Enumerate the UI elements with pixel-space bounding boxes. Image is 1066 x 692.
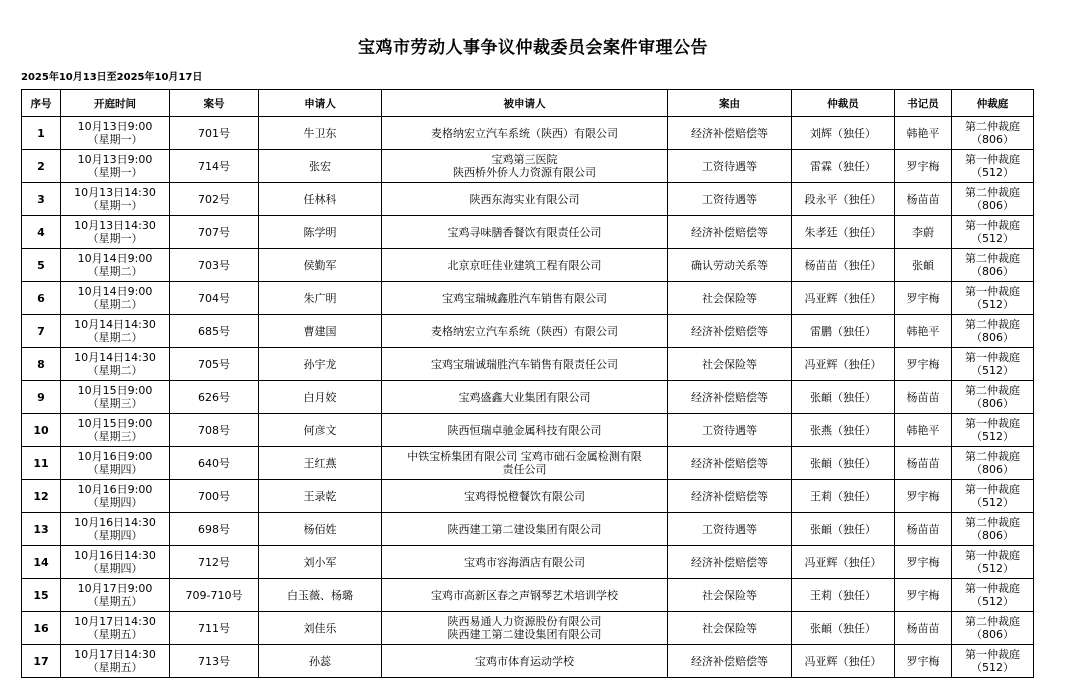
respondent xyxy=(382,183,668,216)
case-number: 640号 xyxy=(170,447,259,480)
tribunal-name: 第二仲裁庭 xyxy=(965,615,1020,628)
respondent-line: 责任公司 xyxy=(502,463,547,476)
clerk: 韩艳平 xyxy=(895,117,952,150)
schedule-table xyxy=(21,89,1034,678)
col-header: 仲裁庭 xyxy=(952,90,1034,117)
hearing-weekday: （星期二） xyxy=(87,265,143,278)
respondent xyxy=(382,612,668,645)
respondent-line: 宝鸡市容海酒店有限公司 xyxy=(464,555,585,569)
hearing-time xyxy=(61,216,170,249)
tribunal-name: 第二仲裁庭 xyxy=(965,252,1020,265)
respondent xyxy=(382,117,668,150)
case-cause: 社会保险等 xyxy=(668,282,792,315)
tribunal xyxy=(952,513,1034,546)
hearing-time xyxy=(61,513,170,546)
row-number: 16 xyxy=(22,612,61,645)
hearing-date: 10月16日14:30 xyxy=(74,516,156,529)
row-number: 5 xyxy=(22,249,61,282)
applicant: 刘佳乐 xyxy=(259,612,382,645)
row-number: 9 xyxy=(22,381,61,414)
arbitrator: 张頔（独任） xyxy=(792,381,895,414)
table-row xyxy=(22,150,1034,183)
clerk: 杨苗苗 xyxy=(895,447,952,480)
clerk: 罗宇梅 xyxy=(895,645,952,678)
case-cause: 经济补偿赔偿等 xyxy=(668,381,792,414)
hearing-date: 10月17日14:30 xyxy=(74,648,156,661)
hearing-time xyxy=(61,480,170,513)
tribunal-room: （512） xyxy=(971,562,1014,575)
table-row xyxy=(22,117,1034,150)
case-number: 714号 xyxy=(170,150,259,183)
hearing-time xyxy=(61,282,170,315)
table-row xyxy=(22,348,1034,381)
hearing-time xyxy=(61,612,170,645)
case-number: 700号 xyxy=(170,480,259,513)
tribunal xyxy=(952,546,1034,579)
clerk: 罗宇梅 xyxy=(895,546,952,579)
hearing-time xyxy=(61,249,170,282)
hearing-weekday: （星期五） xyxy=(87,661,143,674)
respondent xyxy=(382,249,668,282)
clerk: 罗宇梅 xyxy=(895,579,952,612)
case-number: 709-710号 xyxy=(170,579,259,612)
row-number: 14 xyxy=(22,546,61,579)
row-number: 15 xyxy=(22,579,61,612)
hearing-weekday: （星期一） xyxy=(87,166,143,179)
respondent-line: 陕西恒瑞卓驰金属科技有限公司 xyxy=(447,423,602,437)
respondent xyxy=(382,579,668,612)
hearing-weekday: （星期一） xyxy=(87,232,143,245)
tribunal xyxy=(952,447,1034,480)
table-row xyxy=(22,513,1034,546)
respondent-line: 陕西易通人力资源股份有限公司 xyxy=(447,615,602,628)
hearing-time xyxy=(61,447,170,480)
applicant: 侯勤军 xyxy=(259,249,382,282)
tribunal xyxy=(952,282,1034,315)
case-number: 685号 xyxy=(170,315,259,348)
respondent-line: 北京京旺佳业建筑工程有限公司 xyxy=(447,258,602,272)
arbitrator: 张頔（独任） xyxy=(792,612,895,645)
respondent xyxy=(382,381,668,414)
applicant: 王红燕 xyxy=(259,447,382,480)
col-header: 申请人 xyxy=(259,90,382,117)
respondent-line: 宝鸡第三医院 xyxy=(491,153,558,166)
hearing-weekday: （星期五） xyxy=(87,628,143,641)
tribunal-room: （806） xyxy=(971,265,1014,278)
row-number: 17 xyxy=(22,645,61,678)
tribunal-room: （806） xyxy=(971,199,1014,212)
applicant: 孙宇龙 xyxy=(259,348,382,381)
arbitrator: 冯亚辉（独任） xyxy=(792,645,895,678)
tribunal-name: 第一仲裁庭 xyxy=(965,285,1020,298)
col-header: 案号 xyxy=(170,90,259,117)
tribunal-name: 第二仲裁庭 xyxy=(965,450,1020,463)
hearing-date: 10月14日14:30 xyxy=(74,351,156,364)
case-number: 713号 xyxy=(170,645,259,678)
tribunal xyxy=(952,612,1034,645)
row-number: 12 xyxy=(22,480,61,513)
tribunal-name: 第一仲裁庭 xyxy=(965,483,1020,496)
tribunal-room: （806） xyxy=(971,331,1014,344)
hearing-time xyxy=(61,150,170,183)
hearing-weekday: （星期三） xyxy=(87,397,143,410)
date-range: 2025年10月13日至2025年10月17日 xyxy=(21,72,203,83)
hearing-date: 10月14日9:00 xyxy=(77,252,153,265)
hearing-date: 10月14日14:30 xyxy=(74,318,156,331)
case-number: 708号 xyxy=(170,414,259,447)
tribunal xyxy=(952,249,1034,282)
table-row xyxy=(22,315,1034,348)
hearing-time xyxy=(61,546,170,579)
tribunal-name: 第一仲裁庭 xyxy=(965,351,1020,364)
hearing-date: 10月15日9:00 xyxy=(77,384,153,397)
table-row xyxy=(22,447,1034,480)
hearing-time xyxy=(61,414,170,447)
table-row xyxy=(22,249,1034,282)
hearing-weekday: （星期四） xyxy=(87,562,143,575)
hearing-date: 10月16日9:00 xyxy=(77,450,153,463)
respondent xyxy=(382,447,668,480)
tribunal-room: （512） xyxy=(971,595,1014,608)
applicant: 牛卫东 xyxy=(259,117,382,150)
col-header: 被申请人 xyxy=(382,90,668,117)
hearing-date: 10月16日14:30 xyxy=(74,549,156,562)
table-row xyxy=(22,645,1034,678)
arbitrator: 王莉（独任） xyxy=(792,480,895,513)
case-number: 712号 xyxy=(170,546,259,579)
hearing-time xyxy=(61,645,170,678)
tribunal-room: （512） xyxy=(971,496,1014,509)
tribunal-room: （806） xyxy=(971,463,1014,476)
hearing-weekday: （星期二） xyxy=(87,331,143,344)
case-cause: 经济补偿赔偿等 xyxy=(668,447,792,480)
col-header: 开庭时间 xyxy=(61,90,170,117)
respondent-line: 麦格纳宏立汽车系统（陕西）有限公司 xyxy=(431,126,618,140)
clerk: 罗宇梅 xyxy=(895,282,952,315)
tribunal-room: （512） xyxy=(971,232,1014,245)
case-cause: 工资待遇等 xyxy=(668,513,792,546)
hearing-date: 10月17日14:30 xyxy=(74,615,156,628)
table-row xyxy=(22,282,1034,315)
row-number: 13 xyxy=(22,513,61,546)
tribunal xyxy=(952,381,1034,414)
tribunal xyxy=(952,414,1034,447)
hearing-time xyxy=(61,315,170,348)
respondent xyxy=(382,150,668,183)
arbitrator: 张頔（独任） xyxy=(792,447,895,480)
case-cause: 确认劳动关系等 xyxy=(668,249,792,282)
respondent-line: 宝鸡寻味膳香餐饮有限责任公司 xyxy=(447,225,602,239)
arbitrator: 段永平（独任） xyxy=(792,183,895,216)
arbitrator: 冯亚辉（独任） xyxy=(792,348,895,381)
tribunal-room: （806） xyxy=(971,628,1014,641)
tribunal-room: （512） xyxy=(971,364,1014,377)
hearing-date: 10月17日9:00 xyxy=(77,582,153,595)
arbitrator: 雷鹏（独任） xyxy=(792,315,895,348)
table-row xyxy=(22,546,1034,579)
applicant: 白玉薇、杨璐 xyxy=(259,579,382,612)
respondent xyxy=(382,315,668,348)
arbitrator: 杨苗苗（独任） xyxy=(792,249,895,282)
arbitrator: 张燕（独任） xyxy=(792,414,895,447)
row-number: 11 xyxy=(22,447,61,480)
tribunal xyxy=(952,150,1034,183)
case-cause: 经济补偿赔偿等 xyxy=(668,480,792,513)
tribunal-room: （806） xyxy=(971,133,1014,146)
respondent xyxy=(382,216,668,249)
clerk: 杨苗苗 xyxy=(895,381,952,414)
arbitrator: 张頔（独任） xyxy=(792,513,895,546)
tribunal-name: 第二仲裁庭 xyxy=(965,318,1020,331)
tribunal-name: 第二仲裁庭 xyxy=(965,384,1020,397)
page-title: 宝鸡市劳动人事争议仲裁委员会案件审理公告 xyxy=(358,38,708,58)
arbitrator: 冯亚辉（独任） xyxy=(792,546,895,579)
hearing-time xyxy=(61,381,170,414)
clerk: 罗宇梅 xyxy=(895,150,952,183)
respondent xyxy=(382,546,668,579)
hearing-date: 10月14日9:00 xyxy=(77,285,153,298)
table-row xyxy=(22,612,1034,645)
case-cause: 工资待遇等 xyxy=(668,414,792,447)
respondent xyxy=(382,480,668,513)
arbitrator: 刘辉（独任） xyxy=(792,117,895,150)
case-number: 705号 xyxy=(170,348,259,381)
respondent-line: 宝鸡宝瑞城鑫胜汽车销售有限公司 xyxy=(442,291,607,305)
header-row xyxy=(22,90,1034,117)
hearing-weekday: （星期四） xyxy=(87,529,143,542)
col-header: 序号 xyxy=(22,90,61,117)
case-number: 698号 xyxy=(170,513,259,546)
hearing-weekday: （星期四） xyxy=(87,463,143,476)
applicant: 任林科 xyxy=(259,183,382,216)
tribunal xyxy=(952,480,1034,513)
table-row xyxy=(22,381,1034,414)
row-number: 10 xyxy=(22,414,61,447)
respondent-line: 陕西桥外侨人力资源有限公司 xyxy=(453,166,596,179)
tribunal-name: 第二仲裁庭 xyxy=(965,186,1020,199)
hearing-weekday: （星期二） xyxy=(87,298,143,311)
hearing-weekday: （星期一） xyxy=(87,133,143,146)
tribunal-name: 第二仲裁庭 xyxy=(965,516,1020,529)
respondent-line: 陕西东海实业有限公司 xyxy=(469,192,580,206)
hearing-date: 10月15日9:00 xyxy=(77,417,153,430)
tribunal-room: （512） xyxy=(971,166,1014,179)
hearing-weekday: （星期一） xyxy=(87,199,143,212)
row-number: 8 xyxy=(22,348,61,381)
respondent-line: 宝鸡宝瑞诚瑞胜汽车销售有限责任公司 xyxy=(431,357,618,371)
hearing-weekday: （星期四） xyxy=(87,496,143,509)
tribunal-name: 第一仲裁庭 xyxy=(965,153,1020,166)
clerk: 罗宇梅 xyxy=(895,480,952,513)
tribunal xyxy=(952,348,1034,381)
tribunal-room: （512） xyxy=(971,298,1014,311)
respondent-line: 中铁宝桥集团有限公司 宝鸡市础石金属检测有限 xyxy=(407,450,642,463)
case-cause: 经济补偿赔偿等 xyxy=(668,645,792,678)
applicant: 杨佰姓 xyxy=(259,513,382,546)
case-cause: 经济补偿赔偿等 xyxy=(668,216,792,249)
tribunal xyxy=(952,117,1034,150)
table-row xyxy=(22,414,1034,447)
respondent xyxy=(382,645,668,678)
arbitrator: 雷霖（独任） xyxy=(792,150,895,183)
respondent-line: 宝鸡盛鑫大业集团有限公司 xyxy=(458,390,591,404)
col-header: 仲裁员 xyxy=(792,90,895,117)
case-cause: 经济补偿赔偿等 xyxy=(668,117,792,150)
hearing-weekday: （星期三） xyxy=(87,430,143,443)
applicant: 朱广明 xyxy=(259,282,382,315)
tribunal-name: 第一仲裁庭 xyxy=(965,648,1020,661)
hearing-date: 10月13日9:00 xyxy=(77,120,153,133)
respondent-line: 宝鸡市体育运动学校 xyxy=(475,654,574,668)
hearing-time xyxy=(61,183,170,216)
tribunal-name: 第一仲裁庭 xyxy=(965,219,1020,232)
hearing-time xyxy=(61,117,170,150)
row-number: 2 xyxy=(22,150,61,183)
table-row xyxy=(22,216,1034,249)
clerk: 张頔 xyxy=(895,249,952,282)
case-cause: 社会保险等 xyxy=(668,612,792,645)
case-cause: 工资待遇等 xyxy=(668,183,792,216)
arbitrator: 冯亚辉（独任） xyxy=(792,282,895,315)
col-header: 案由 xyxy=(668,90,792,117)
hearing-weekday: （星期五） xyxy=(87,595,143,608)
respondent-line: 宝鸡得悦橙餐饮有限公司 xyxy=(464,489,585,503)
col-header: 书记员 xyxy=(895,90,952,117)
case-number: 702号 xyxy=(170,183,259,216)
case-cause: 工资待遇等 xyxy=(668,150,792,183)
clerk: 韩艳平 xyxy=(895,414,952,447)
applicant: 张宏 xyxy=(259,150,382,183)
hearing-date: 10月16日9:00 xyxy=(77,483,153,496)
clerk: 李蔚 xyxy=(895,216,952,249)
row-number: 4 xyxy=(22,216,61,249)
respondent-line: 陕西建工第二建设集团有限公司 xyxy=(447,522,602,536)
clerk: 杨苗苗 xyxy=(895,612,952,645)
tribunal xyxy=(952,645,1034,678)
hearing-time xyxy=(61,348,170,381)
clerk: 韩艳平 xyxy=(895,315,952,348)
tribunal-name: 第一仲裁庭 xyxy=(965,582,1020,595)
row-number: 6 xyxy=(22,282,61,315)
clerk: 罗宇梅 xyxy=(895,348,952,381)
tribunal xyxy=(952,216,1034,249)
tribunal-room: （806） xyxy=(971,397,1014,410)
clerk: 杨苗苗 xyxy=(895,183,952,216)
tribunal-name: 第一仲裁庭 xyxy=(965,417,1020,430)
case-number: 701号 xyxy=(170,117,259,150)
arbitrator: 朱孝廷（独任） xyxy=(792,216,895,249)
table-row xyxy=(22,183,1034,216)
table-row xyxy=(22,579,1034,612)
hearing-date: 10月13日14:30 xyxy=(74,186,156,199)
respondent-line: 宝鸡市高新区春之声钢琴艺术培训学校 xyxy=(431,588,618,602)
respondent-line: 陕西建工第二建设集团有限公司 xyxy=(447,628,602,641)
respondent xyxy=(382,348,668,381)
applicant: 刘小军 xyxy=(259,546,382,579)
respondent xyxy=(382,513,668,546)
case-number: 626号 xyxy=(170,381,259,414)
applicant: 何彦文 xyxy=(259,414,382,447)
applicant: 白月姣 xyxy=(259,381,382,414)
row-number: 7 xyxy=(22,315,61,348)
respondent-line: 麦格纳宏立汽车系统（陕西）有限公司 xyxy=(431,324,618,338)
case-number: 704号 xyxy=(170,282,259,315)
case-cause: 社会保险等 xyxy=(668,579,792,612)
tribunal xyxy=(952,315,1034,348)
case-cause: 社会保险等 xyxy=(668,348,792,381)
hearing-date: 10月13日14:30 xyxy=(74,219,156,232)
case-number: 711号 xyxy=(170,612,259,645)
hearing-weekday: （星期二） xyxy=(87,364,143,377)
hearing-time xyxy=(61,579,170,612)
applicant: 孙蕊 xyxy=(259,645,382,678)
tribunal xyxy=(952,579,1034,612)
applicant: 王录乾 xyxy=(259,480,382,513)
case-cause: 经济补偿赔偿等 xyxy=(668,315,792,348)
applicant: 曹建国 xyxy=(259,315,382,348)
case-number: 707号 xyxy=(170,216,259,249)
case-cause: 经济补偿赔偿等 xyxy=(668,546,792,579)
applicant: 陈学明 xyxy=(259,216,382,249)
tribunal-room: （512） xyxy=(971,661,1014,674)
tribunal-room: （806） xyxy=(971,529,1014,542)
respondent xyxy=(382,414,668,447)
hearing-date: 10月13日9:00 xyxy=(77,153,153,166)
clerk: 杨苗苗 xyxy=(895,513,952,546)
respondent xyxy=(382,282,668,315)
case-number: 703号 xyxy=(170,249,259,282)
arbitrator: 王莉（独任） xyxy=(792,579,895,612)
tribunal-name: 第一仲裁庭 xyxy=(965,549,1020,562)
tribunal-room: （512） xyxy=(971,430,1014,443)
row-number: 3 xyxy=(22,183,61,216)
table-row xyxy=(22,480,1034,513)
tribunal xyxy=(952,183,1034,216)
row-number: 1 xyxy=(22,117,61,150)
tribunal-name: 第二仲裁庭 xyxy=(965,120,1020,133)
